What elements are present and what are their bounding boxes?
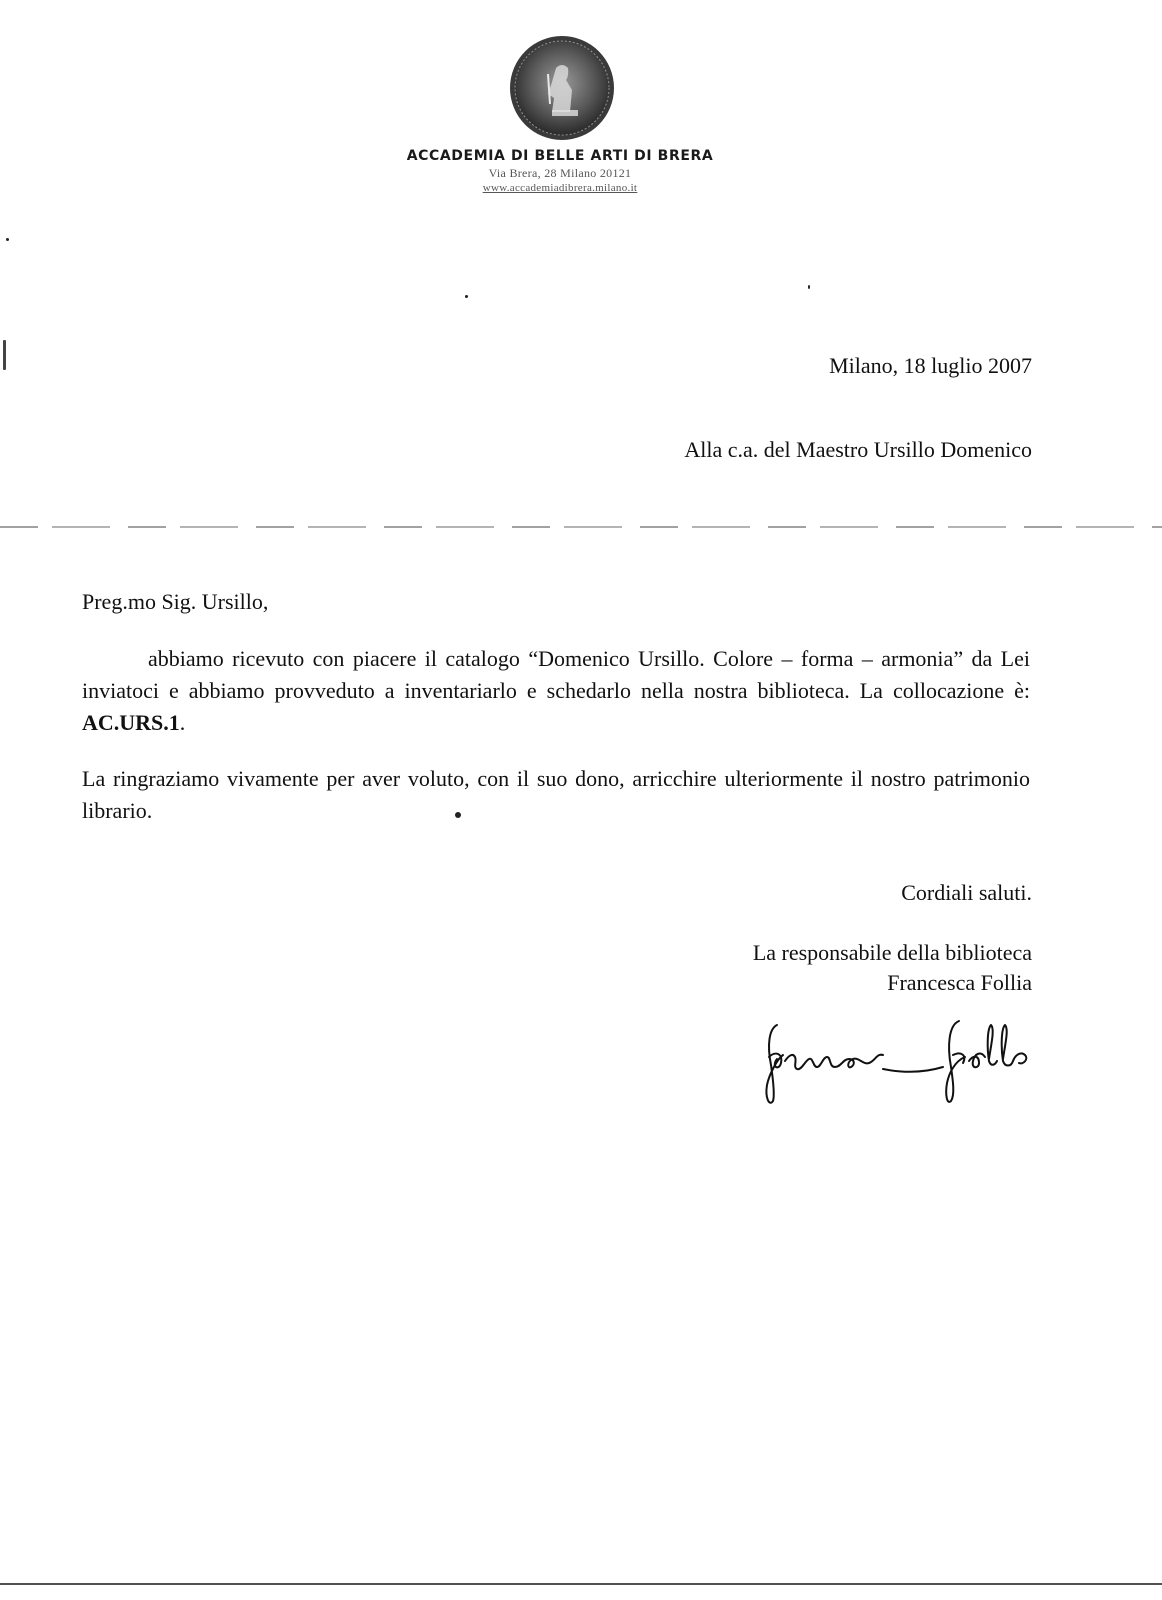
edge-mark xyxy=(3,340,6,370)
body-paragraph-2: La ringraziamo vivamente per aver voluto, con il suo dono, arricchire ulteriormente il nostro patrimonio librario. xyxy=(82,766,1030,823)
ink-speck xyxy=(455,812,461,818)
ink-speck xyxy=(465,295,468,298)
body-paragraph-1-end: . xyxy=(179,710,186,735)
bottom-edge-line xyxy=(0,1583,1162,1585)
handwritten-signature xyxy=(755,1015,1075,1105)
signer-name: Francesca Follia xyxy=(887,970,1032,995)
ink-speck xyxy=(6,238,9,241)
shelfmark: AC.URS.1 xyxy=(82,710,180,735)
divider-line xyxy=(0,526,1162,528)
recipient-line: Alla c.a. del Maestro Ursillo Domenico xyxy=(684,437,1032,462)
ink-speck xyxy=(808,285,810,289)
closing: Cordiali saluti. xyxy=(901,880,1032,905)
body-paragraph-1 xyxy=(82,643,1030,739)
date-line: Milano, 18 luglio 2007 xyxy=(829,353,1032,378)
salutation: Preg.mo Sig. Ursillo, xyxy=(82,589,269,614)
academy-seal-icon xyxy=(508,34,616,142)
body-paragraph-1-text: abbiamo ricevuto con piacere il catalogo “Domenico Ursillo. Colore – forma – armonia” da Lei inviatoci e abbiamo provveduto a inventariarlo e schedarlo nella nostra biblioteca. La collocazione è: xyxy=(82,646,1030,703)
institution-address: Via Brera, 28 Milano 20121 xyxy=(488,166,632,180)
institution-website: www.accademiadibrera.milano.it xyxy=(482,182,638,194)
signer-title: La responsabile della biblioteca xyxy=(752,940,1032,965)
institution-name: ACCADEMIA DI BELLE ARTI DI BRERA xyxy=(406,148,714,164)
